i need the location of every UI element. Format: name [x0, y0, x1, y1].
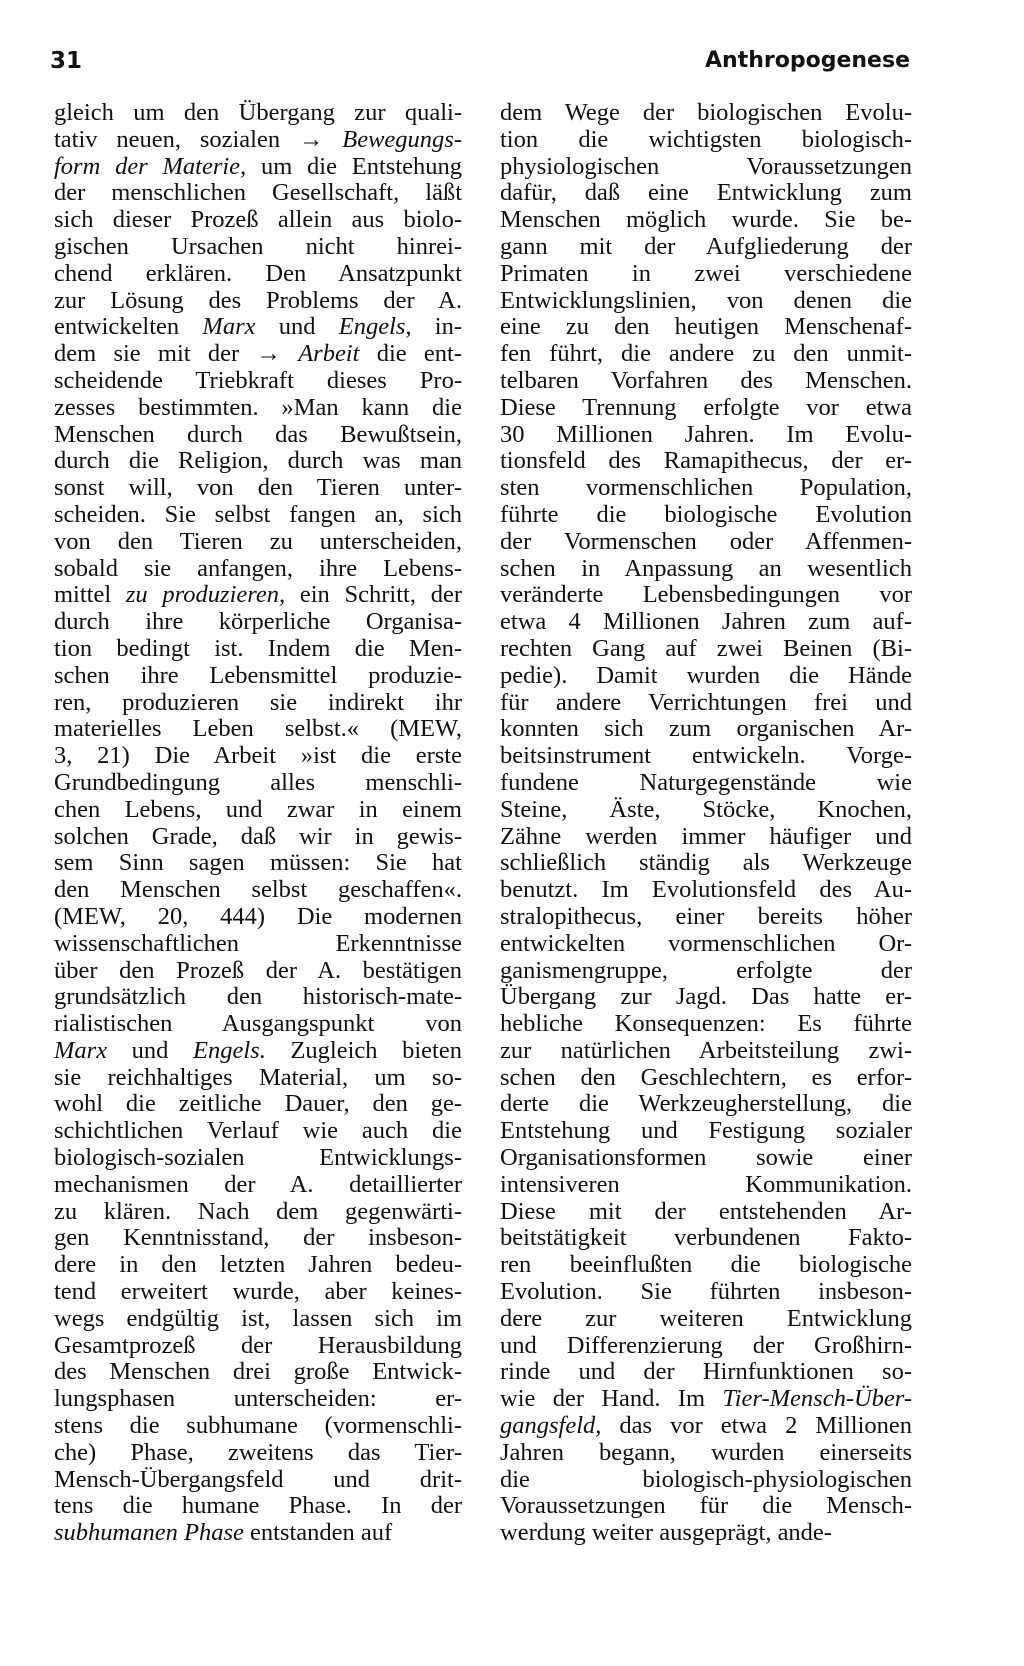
- text-run: werdung weiter ausgeprägt, ande-: [500, 1519, 832, 1547]
- text-line: [54, 636, 462, 663]
- text-run: und: [107, 1036, 194, 1064]
- text-line: [54, 314, 462, 341]
- text-run: Evolution. Sie führten insbeson-: [500, 1278, 912, 1306]
- text-run: dafür, daß eine Entwicklung zum: [500, 179, 912, 207]
- text-line: [54, 958, 462, 985]
- text-run: von den Tieren zu unterscheiden,: [54, 527, 462, 555]
- text-run: veränderte Lebensbedingungen vor: [500, 581, 912, 609]
- text-run: führte die biologische Evolution: [500, 500, 912, 528]
- text-run: zur natürlichen Arbeitsteilung zwi-: [500, 1036, 912, 1064]
- text-run: tend erweitert wurde, aber keines-: [54, 1278, 462, 1306]
- text-line: [500, 314, 912, 341]
- text-line: [54, 1118, 462, 1145]
- text-line: [54, 395, 462, 422]
- text-line: [54, 1333, 462, 1360]
- text-run: scheiden. Sie selbst fangen an, sich: [54, 500, 462, 528]
- text-line: [54, 422, 462, 449]
- text-run: 3, 21) Die Arbeit »ist die erste: [54, 742, 462, 770]
- text-run: sobald sie anfangen, ihre Lebens-: [54, 554, 462, 582]
- text-line: [54, 529, 462, 556]
- text-line: [54, 582, 462, 609]
- text-run: die biologisch-physiologischen: [500, 1465, 912, 1493]
- text-line: [500, 1011, 912, 1038]
- text-run: beitsinstrument entwickeln. Vorge-: [500, 742, 912, 770]
- text-line: [500, 1440, 912, 1467]
- running-head-title: Anthropogenese: [705, 48, 910, 73]
- text-line: [500, 261, 912, 288]
- text-run: sten vormenschlichen Population,: [500, 474, 912, 502]
- text-run: gen Kenntnisstand, der insbeson-: [54, 1224, 462, 1252]
- text-line: [54, 1091, 462, 1118]
- text-line: [54, 716, 462, 743]
- text-line: [500, 984, 912, 1011]
- text-line: [500, 1333, 912, 1360]
- text-line: [54, 1199, 462, 1226]
- text-line: [54, 448, 462, 475]
- text-run: Organisationsformen sowie einer: [500, 1144, 912, 1172]
- text-line: [54, 1172, 462, 1199]
- text-line: [500, 180, 912, 207]
- text-run: Zugleich bieten: [265, 1036, 462, 1064]
- text-run: biologisch-sozialen Entwicklungs-: [54, 1144, 462, 1172]
- text-run: Steine, Äste, Stöcke, Knochen,: [500, 795, 912, 823]
- text-line: [500, 1145, 912, 1172]
- text-line: [54, 1386, 462, 1413]
- text-run: Primaten in zwei verschiedene: [500, 259, 912, 287]
- text-line: [54, 1493, 462, 1520]
- text-line: [500, 716, 912, 743]
- text-run: fundene Naturgegenstände wie: [500, 768, 912, 796]
- text-run: durch die Religion, durch was man: [54, 447, 462, 475]
- text-line: [500, 127, 912, 154]
- text-line: [54, 850, 462, 877]
- italic-term: Engels.: [193, 1036, 266, 1064]
- text-line: [500, 422, 912, 449]
- text-run: chend erklären. Den Ansatzpunkt: [54, 259, 462, 287]
- text-run: gischen Ursachen nicht hinrei-: [54, 232, 462, 260]
- text-line: [500, 931, 912, 958]
- text-run: materielles Leben selbst.« (MEW,: [54, 715, 462, 743]
- text-line: [54, 180, 462, 207]
- text-run: tens die humane Phase. In der: [54, 1492, 462, 1520]
- text-line: [500, 1038, 912, 1065]
- text-run: schen in Anpassung an wesentlich: [500, 554, 912, 582]
- text-run: physiologischen Voraussetzungen: [500, 152, 912, 180]
- text-run: 30 Millionen Jahren. Im Evolu-: [500, 420, 912, 448]
- text-run: rialistischen Ausgangspunkt von: [54, 1010, 462, 1038]
- text-run: Menschen durch das Bewußtsein,: [54, 420, 462, 448]
- text-run: wohl die zeitliche Dauer, den ge-: [54, 1090, 462, 1118]
- text-line: [500, 502, 912, 529]
- text-run: mechanismen der A. detaillierter: [54, 1170, 462, 1198]
- text-run: zu klären. Nach dem gegenwärti-: [54, 1197, 462, 1225]
- text-line: [54, 1225, 462, 1252]
- text-run: über den Prozeß der A. bestätigen: [54, 956, 462, 984]
- text-run: Jahren begann, wurden einerseits: [500, 1438, 912, 1466]
- right-text-column: [500, 100, 912, 1547]
- text-line: [500, 824, 912, 851]
- text-run: fen führt, die andere zu den unmit-: [500, 340, 912, 368]
- text-run: tativ neuen, sozialen →: [54, 125, 343, 153]
- text-line: [54, 207, 462, 234]
- text-line: [54, 127, 462, 154]
- text-run: etwa 4 Millionen Jahren zum auf-: [500, 608, 912, 636]
- text-line: [500, 797, 912, 824]
- text-line: [54, 984, 462, 1011]
- text-run: stralopithecus, einer bereits höher: [500, 902, 912, 930]
- text-run: mittel: [54, 581, 126, 609]
- text-line: [54, 1279, 462, 1306]
- italic-term: Marx: [202, 313, 256, 341]
- text-run: Entstehung und Festigung sozialer: [500, 1117, 912, 1145]
- text-line: [54, 502, 462, 529]
- text-line: [500, 448, 912, 475]
- text-run: das vor etwa 2 Millionen: [601, 1412, 912, 1440]
- text-line: [54, 1306, 462, 1333]
- text-line: [500, 1065, 912, 1092]
- text-run: schichtlichen Verlauf wie auch die: [54, 1117, 462, 1145]
- text-line: [54, 1252, 462, 1279]
- text-line: [500, 1252, 912, 1279]
- text-line: [500, 904, 912, 931]
- text-run: Zähne werden immer häufiger und: [500, 822, 912, 850]
- text-run: zesses bestimmten. »Man kann die: [54, 393, 462, 421]
- text-line: [54, 797, 462, 824]
- text-line: [54, 1440, 462, 1467]
- text-run: tion bedingt ist. Indem die Men-: [54, 634, 462, 662]
- text-line: [54, 368, 462, 395]
- text-line: [54, 1011, 462, 1038]
- text-run: che) Phase, zweitens das Tier-: [54, 1438, 462, 1466]
- text-line: [500, 1091, 912, 1118]
- text-line: [500, 636, 912, 663]
- text-run: Menschen möglich wurde. Sie be-: [500, 206, 912, 234]
- text-line: [500, 1359, 912, 1386]
- italic-term: gangsfeld,: [500, 1412, 602, 1440]
- text-run: entstanden auf: [243, 1519, 393, 1547]
- text-run: rechten Gang auf zwei Beinen (Bi-: [500, 634, 912, 662]
- text-line: [54, 556, 462, 583]
- text-line: [500, 877, 912, 904]
- text-run: wissenschaftlichen Erkenntnisse: [54, 929, 462, 957]
- text-line: [500, 234, 912, 261]
- text-line: [54, 1145, 462, 1172]
- text-run: benutzt. Im Evolutionsfeld des Au-: [500, 876, 912, 904]
- text-run: schließlich ständig als Werkzeuge: [500, 849, 912, 877]
- text-run: für andere Verrichtungen frei und: [500, 688, 912, 716]
- text-run: Grundbedingung alles menschli-: [54, 768, 462, 796]
- text-run: (MEW, 20, 444) Die modernen: [54, 902, 462, 930]
- text-line: [54, 475, 462, 502]
- text-run: dere in den letzten Jahren bedeu-: [54, 1251, 462, 1279]
- text-line: [54, 690, 462, 717]
- text-line: [500, 582, 912, 609]
- text-line: [500, 475, 912, 502]
- text-line: [500, 1199, 912, 1226]
- text-run: beitstätigkeit verbundenen Fakto-: [500, 1224, 912, 1252]
- text-line: [500, 1118, 912, 1145]
- italic-term: Bewegungs-: [342, 125, 462, 153]
- text-run: des Menschen drei große Entwick-: [54, 1358, 462, 1386]
- text-line: [54, 261, 462, 288]
- text-run: derte die Werkzeugherstellung, die: [500, 1090, 912, 1118]
- text-run: pedie). Damit wurden die Hände: [500, 661, 912, 689]
- text-line: [500, 368, 912, 395]
- text-run: grundsätzlich den historisch-mate-: [54, 983, 462, 1011]
- text-run: hebliche Konsequenzen: Es führte: [500, 1010, 912, 1038]
- text-line: [54, 1359, 462, 1386]
- text-run: sonst will, von den Tieren unter-: [54, 474, 462, 502]
- text-run: tion die wichtigsten biologisch-: [500, 125, 912, 153]
- text-line: [500, 609, 912, 636]
- text-line: [500, 154, 912, 181]
- text-run: der menschlichen Gesellschaft, läßt: [54, 179, 462, 207]
- text-run: gann mit der Aufgliederung der: [500, 232, 912, 260]
- text-run: entwickelten: [54, 313, 203, 341]
- text-run: dere zur weiteren Entwicklung: [500, 1304, 912, 1332]
- text-line: [500, 1279, 912, 1306]
- text-run: dem Wege der biologischen Evolu-: [500, 99, 912, 126]
- text-run: ren beeinflußten die biologische: [500, 1251, 912, 1279]
- text-run: sie reichhaltiges Material, um so-: [54, 1063, 462, 1091]
- text-run: sich dieser Prozeß allein aus biolo-: [54, 206, 462, 234]
- text-run: und Differenzierung der Großhirn-: [500, 1331, 912, 1359]
- text-line: [54, 1520, 462, 1547]
- text-run: chen Lebens, und zwar in einem: [54, 795, 462, 823]
- text-run: rinde und der Hirnfunktionen so-: [500, 1358, 912, 1386]
- text-run: in-: [411, 313, 463, 341]
- text-run: dem sie mit der →: [54, 340, 299, 368]
- italic-term: subhumanen Phase: [54, 1519, 244, 1547]
- text-line: [54, 904, 462, 931]
- text-run: schen ihre Lebensmittel produzie-: [54, 661, 462, 689]
- text-line: [54, 663, 462, 690]
- italic-term: Arbeit: [298, 340, 360, 368]
- text-line: [500, 770, 912, 797]
- text-run: die ent-: [359, 340, 462, 368]
- italic-term: form der Materie,: [54, 152, 247, 180]
- text-run: entwickelten vormenschlichen Or-: [500, 929, 912, 957]
- text-run: Mensch-Übergangsfeld und drit-: [54, 1465, 462, 1493]
- text-line: [500, 1306, 912, 1333]
- text-run: der Vormenschen oder Affenmen-: [500, 527, 912, 555]
- text-run: Entwicklungslinien, von denen die: [500, 286, 912, 314]
- italic-term: zu produzieren,: [125, 581, 286, 609]
- text-line: [54, 341, 462, 368]
- text-run: konnten sich zum organischen Ar-: [500, 715, 912, 743]
- text-line: [54, 770, 462, 797]
- text-run: stens die subhumane (vormenschli-: [54, 1412, 462, 1440]
- text-line: [54, 154, 462, 181]
- text-line: [500, 1386, 912, 1413]
- text-run: scheidende Triebkraft dieses Pro-: [54, 366, 462, 394]
- text-run: schen den Geschlechtern, es erfor-: [500, 1063, 912, 1091]
- text-run: wegs endgültig ist, lassen sich im: [54, 1304, 462, 1332]
- text-run: lungsphasen unterscheiden: er-: [54, 1385, 462, 1413]
- text-line: [54, 877, 462, 904]
- text-line: [500, 341, 912, 368]
- text-line: [500, 663, 912, 690]
- page-number: 31: [50, 48, 83, 74]
- text-run: intensiveren Kommunikation.: [500, 1170, 912, 1198]
- text-run: Diese Trennung erfolgte vor etwa: [500, 393, 912, 421]
- text-line: [500, 743, 912, 770]
- text-line: [500, 850, 912, 877]
- text-line: [54, 100, 462, 127]
- text-line: [500, 1225, 912, 1252]
- text-line: [54, 743, 462, 770]
- text-line: [54, 288, 462, 315]
- text-line: [54, 931, 462, 958]
- text-line: [500, 690, 912, 717]
- text-line: [54, 1413, 462, 1440]
- text-run: tionsfeld des Ramapithecus, der er-: [500, 447, 912, 475]
- text-line: [500, 1467, 912, 1494]
- text-run: ren, produzieren sie indirekt ihr: [54, 688, 462, 716]
- text-line: [500, 1520, 912, 1547]
- text-run: den Menschen selbst geschaffen«.: [54, 876, 462, 904]
- text-run: telbaren Vorfahren des Menschen.: [500, 366, 912, 394]
- text-line: [500, 958, 912, 985]
- italic-term: Engels,: [338, 313, 412, 341]
- text-line: [500, 556, 912, 583]
- text-line: [54, 1467, 462, 1494]
- text-line: [54, 1065, 462, 1092]
- text-line: [500, 288, 912, 315]
- text-line: [54, 1038, 462, 1065]
- italic-term: Tier-Mensch-Über-: [722, 1385, 912, 1413]
- text-run: gleich um den Übergang zur quali-: [54, 99, 462, 126]
- text-run: durch ihre körperliche Organisa-: [54, 608, 462, 636]
- text-run: zur Lösung des Problems der A.: [54, 286, 462, 314]
- text-run: Übergang zur Jagd. Das hatte er-: [500, 983, 912, 1011]
- text-line: [500, 100, 912, 127]
- text-line: [500, 1172, 912, 1199]
- text-run: Gesamtprozeß der Herausbildung: [54, 1331, 462, 1359]
- text-line: [54, 609, 462, 636]
- text-line: [500, 207, 912, 234]
- text-run: Voraussetzungen für die Mensch-: [500, 1492, 912, 1520]
- text-line: [500, 395, 912, 422]
- text-run: ganismengruppe, erfolgte der: [500, 956, 912, 984]
- text-line: [54, 234, 462, 261]
- text-line: [54, 824, 462, 851]
- text-run: Diese mit der entstehenden Ar-: [500, 1197, 912, 1225]
- page-header: [50, 46, 910, 82]
- text-run: solchen Grade, daß wir in gewis-: [54, 822, 462, 850]
- text-run: ein Schritt, der: [285, 581, 462, 609]
- text-line: [500, 1413, 912, 1440]
- text-line: [500, 529, 912, 556]
- text-run: und: [255, 313, 339, 341]
- left-text-column: [54, 100, 462, 1547]
- italic-term: Marx: [54, 1036, 108, 1064]
- text-run: wie der Hand. Im: [500, 1385, 723, 1413]
- text-run: eine zu den heutigen Menschenaf-: [500, 313, 912, 341]
- text-run: um die Entstehung: [246, 152, 462, 180]
- text-line: [500, 1493, 912, 1520]
- text-run: sem Sinn sagen müssen: Sie hat: [54, 849, 462, 877]
